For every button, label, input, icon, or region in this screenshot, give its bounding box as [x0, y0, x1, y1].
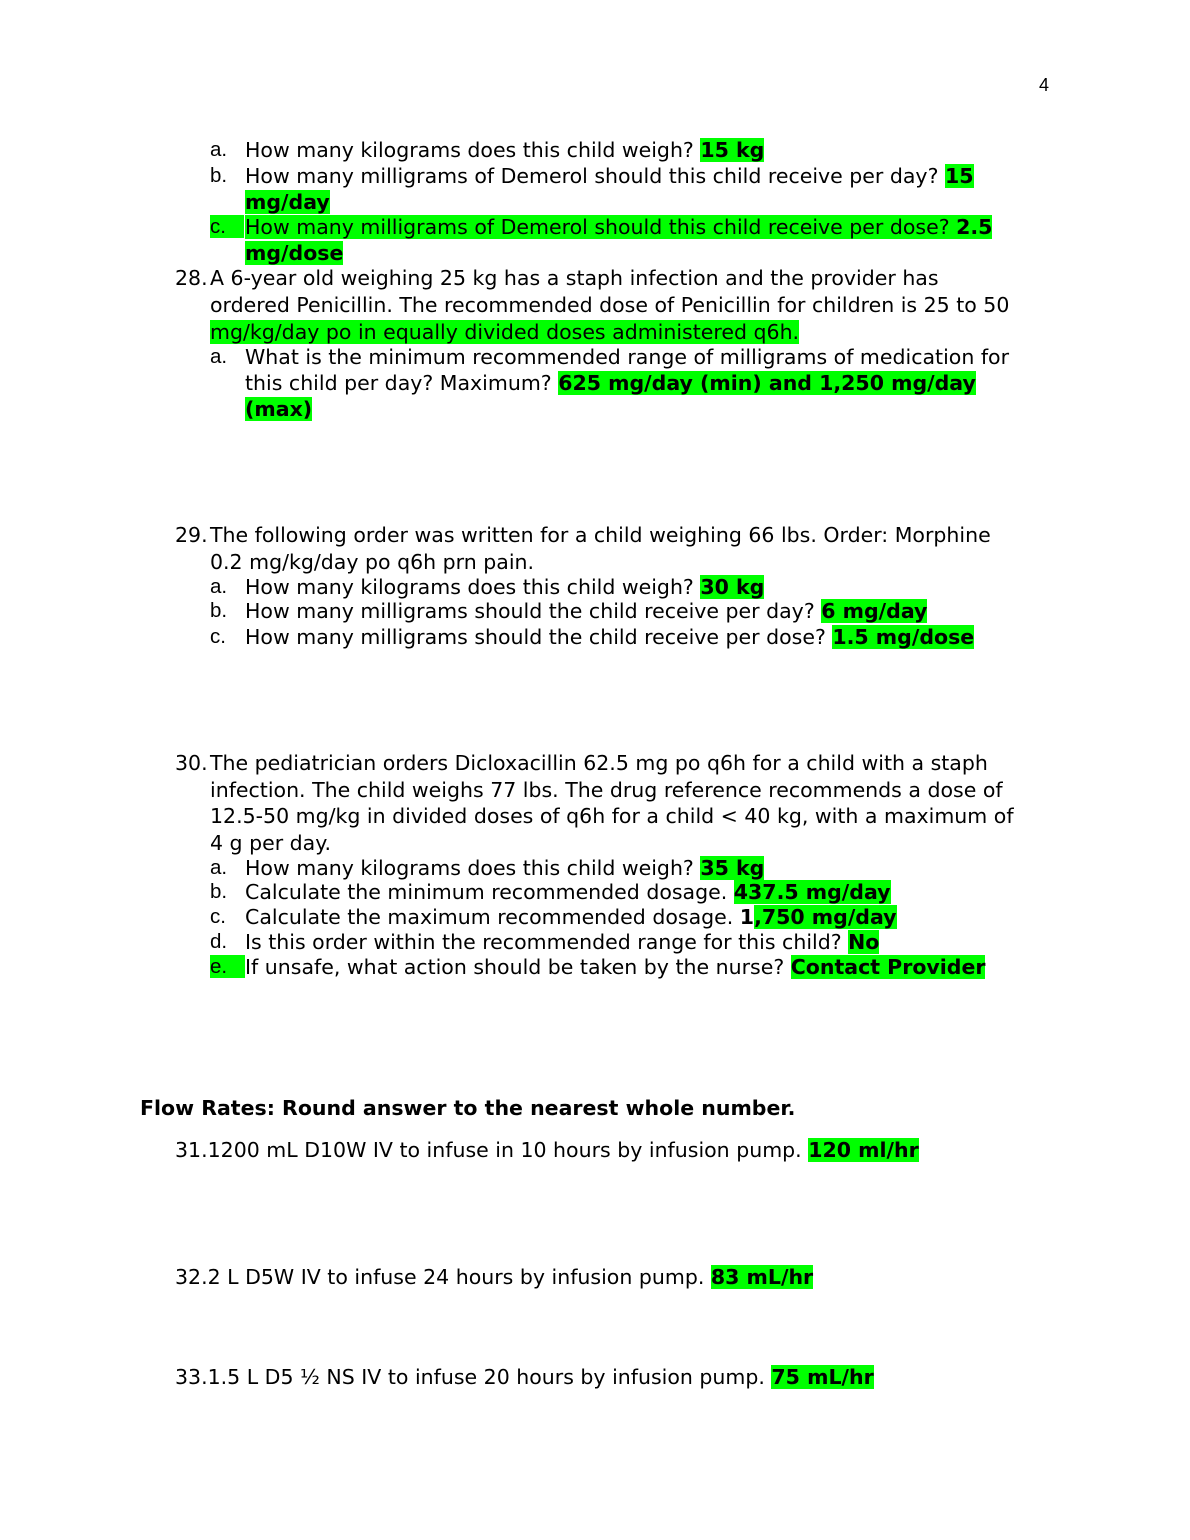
q28-line-1: A 6-year old weighing 25 kg has a staph infection and the provider has: [210, 266, 939, 290]
q30-e: [245, 954, 985, 980]
q30-line-1: The pediatrician orders Dicloxacillin 62.5 mg po q6h for a child with a staph: [210, 751, 988, 775]
q30-c: [245, 904, 897, 930]
q30-b-text: Calculate the minimum recommended dosage.: [245, 880, 734, 904]
q28-line-2: ordered Penicillin. The recommended dose of Penicillin for children is 25 to 50: [210, 293, 1010, 317]
q30-a: [245, 855, 764, 881]
flow-rates-heading: Flow Rates: Round answer to the nearest whole number.: [140, 1096, 796, 1120]
q29-b-answer: 6 mg/day: [821, 599, 928, 623]
q27-b-text: How many milligrams of Demerol should this child receive per day?: [245, 164, 945, 188]
q27-c-answer-1: 2.5: [956, 215, 993, 239]
q31: [175, 1137, 919, 1163]
q30-c-answer-plain: 1: [739, 905, 755, 929]
q30-line-3: 12.5-50 mg/kg in divided doses of q6h for a child < 40 kg, with a maximum of: [210, 804, 1014, 828]
q32-text: 2 L D5W IV to infuse 24 hours by infusion pump.: [207, 1265, 711, 1289]
q30-a-text: How many kilograms does this child weigh?: [245, 856, 701, 880]
q27-b: [245, 163, 974, 189]
q33-answer: 75 mL/hr: [771, 1365, 874, 1389]
q27-c-answer-2: mg/dose: [245, 241, 344, 265]
q29-a-label: a.: [210, 575, 228, 598]
q30-d: [245, 929, 879, 955]
q30-d-answer: No: [848, 930, 880, 954]
q29-c-label: c.: [210, 625, 226, 648]
q29-c-text: How many milligrams should the child receive per dose?: [245, 625, 833, 649]
q28-number: 28.: [175, 266, 208, 290]
q30-b-label: b.: [210, 880, 228, 903]
q29-b: [245, 598, 927, 624]
q28-a-answer-1: 625 mg/day (min) and 1,250 mg/day: [558, 371, 976, 395]
q30-a-answer: 35 kg: [700, 856, 765, 880]
q29-a-text: How many kilograms does this child weigh?: [245, 575, 701, 599]
q30-c-label: c.: [210, 905, 226, 928]
q30-e-label-text: e.: [210, 955, 245, 978]
q31-answer: 120 ml/hr: [808, 1138, 919, 1162]
page-number: 4: [1039, 75, 1050, 95]
q28-a-answer-2: (max): [245, 397, 313, 421]
q30-line-2: infection. The child weighs 77 lbs. The drug reference recommends a dose of: [210, 778, 1003, 802]
q27-b-label: b.: [210, 164, 228, 187]
q31-number: 31.: [175, 1138, 208, 1162]
q28-a-line-3: [245, 396, 312, 422]
q30-a-label: a.: [210, 856, 228, 879]
q30-b-answer: 437.5 mg/day: [733, 880, 891, 904]
q27-c-label: [210, 214, 244, 240]
q30-b: [245, 879, 891, 905]
q28-a-line-2: [245, 370, 976, 396]
q33-number: 33.: [175, 1365, 208, 1389]
q30-e-label: [210, 954, 245, 980]
q28-a-text: this child per day? Maximum?: [245, 371, 559, 395]
q30-line-4: 4 g per day.: [210, 831, 331, 855]
q32: [175, 1264, 813, 1290]
q27-a: [245, 137, 764, 163]
q29-c-answer: 1.5 mg/dose: [832, 625, 975, 649]
q29-b-label: b.: [210, 599, 228, 622]
q29-line-1: The following order was written for a child weighing 66 lbs. Order: Morphine: [210, 523, 991, 547]
q30-e-text: If unsafe, what action should be taken by the nurse?: [245, 955, 791, 979]
q27-b-answer-1: 15: [944, 164, 974, 188]
q29-number: 29.: [175, 523, 208, 547]
q27-b-cont: [245, 189, 330, 215]
q29-b-text: How many milligrams should the child receive per day?: [245, 599, 822, 623]
q27-c-label-text: c.: [210, 215, 244, 238]
q33: [175, 1364, 874, 1390]
q27-c-cont: [245, 240, 343, 266]
q30-d-text: Is this order within the recommended range for this child?: [245, 930, 849, 954]
q27-c: [245, 214, 992, 240]
q32-answer: 83 mL/hr: [710, 1265, 814, 1289]
q29-c: [245, 624, 974, 650]
q30-c-answer: ,750 mg/day: [754, 905, 897, 929]
q27-b-answer-2: mg/day: [245, 190, 330, 214]
q29-line-2: 0.2 mg/kg/day po q6h prn pain.: [210, 550, 535, 574]
q29-a-answer: 30 kg: [700, 575, 765, 599]
q27-a-text: How many kilograms does this child weigh?: [245, 138, 701, 162]
q30-c-text: Calculate the maximum recommended dosage.: [245, 905, 740, 929]
q33-text: 1.5 L D5 ½ NS IV to infuse 20 hours by infusion pump.: [207, 1365, 772, 1389]
q28-a-label: a.: [210, 345, 228, 368]
q28-a-line-1: What is the minimum recommended range of milligrams of medication for: [245, 345, 1010, 369]
q30-number: 30.: [175, 751, 208, 775]
q30-d-label: d.: [210, 930, 228, 953]
q27-a-label: a.: [210, 138, 228, 161]
q30-e-answer: Contact Provider: [790, 955, 986, 979]
q28-line-3-text: mg/kg/day po in equally divided doses administered q6h.: [210, 320, 800, 344]
q29-a: [245, 574, 764, 600]
q27-c-text: How many milligrams of Demerol should this child receive per dose?: [245, 215, 957, 239]
q28-line-3: [210, 319, 799, 345]
q27-a-answer: 15 kg: [700, 138, 765, 162]
q32-number: 32.: [175, 1265, 208, 1289]
q31-text: 1200 mL D10W IV to infuse in 10 hours by infusion pump.: [207, 1138, 809, 1162]
